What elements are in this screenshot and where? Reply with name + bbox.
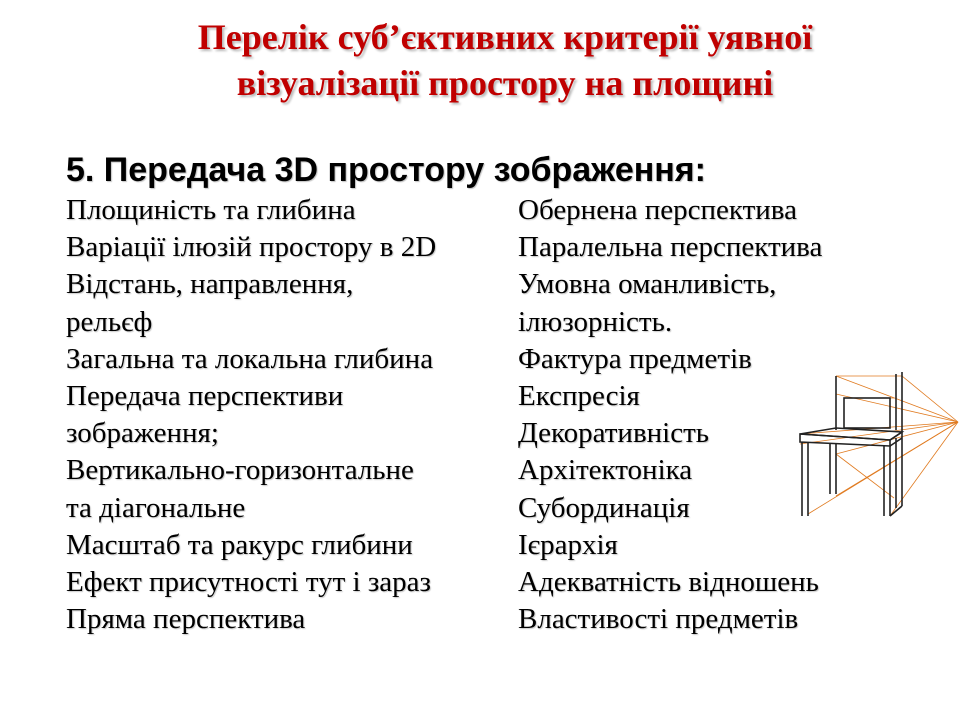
list-item: Архітектоніка — [518, 454, 693, 487]
list-item: Масштаб та ракурс глибини — [66, 528, 413, 561]
list-item: ілюзорність. — [518, 305, 673, 338]
perspective-chair-drawing — [790, 366, 960, 526]
list-item: Декоративність — [518, 417, 709, 450]
list-item: зображення; — [66, 417, 219, 450]
list-item: рельєф — [66, 305, 153, 338]
list-item: Ієрархія — [518, 528, 618, 561]
slide-title — [60, 14, 950, 106]
list-item: Відстань, направлення, — [66, 268, 354, 301]
title-line-2: візуалізації простору на площині — [236, 63, 774, 103]
title-line-1: Перелік суб’єктивних критерії уявної — [197, 17, 813, 57]
list-item: Фактура предметів — [518, 342, 752, 375]
section-heading: 5. Передача 3D простору зображення: — [66, 151, 706, 189]
left-criteria-list — [66, 192, 506, 638]
list-item: Властивості предметів — [518, 603, 799, 636]
list-item: Субординація — [518, 491, 690, 524]
list-item: та діагональне — [66, 491, 246, 524]
list-item: Площиність та глибина — [66, 194, 356, 226]
list-item: Обернена перспектива — [518, 194, 797, 226]
list-item: Пряма перспектива — [66, 603, 306, 636]
list-item: Ефект присутності тут і зараз — [66, 566, 431, 599]
chair-outline — [800, 372, 902, 516]
list-item: Передача перспективи — [66, 380, 344, 413]
list-item: Паралельна перспектива — [518, 231, 823, 264]
list-item: Адекватність відношень — [518, 566, 819, 599]
list-item: Загальна та локальна глибина — [66, 342, 434, 375]
list-item: Вертикально-горизонтальне — [66, 454, 414, 487]
list-item: Варіації ілюзій простору в 2D — [66, 231, 437, 264]
list-item: Експресія — [518, 380, 640, 413]
list-item: Умовна оманливість, — [518, 268, 777, 301]
